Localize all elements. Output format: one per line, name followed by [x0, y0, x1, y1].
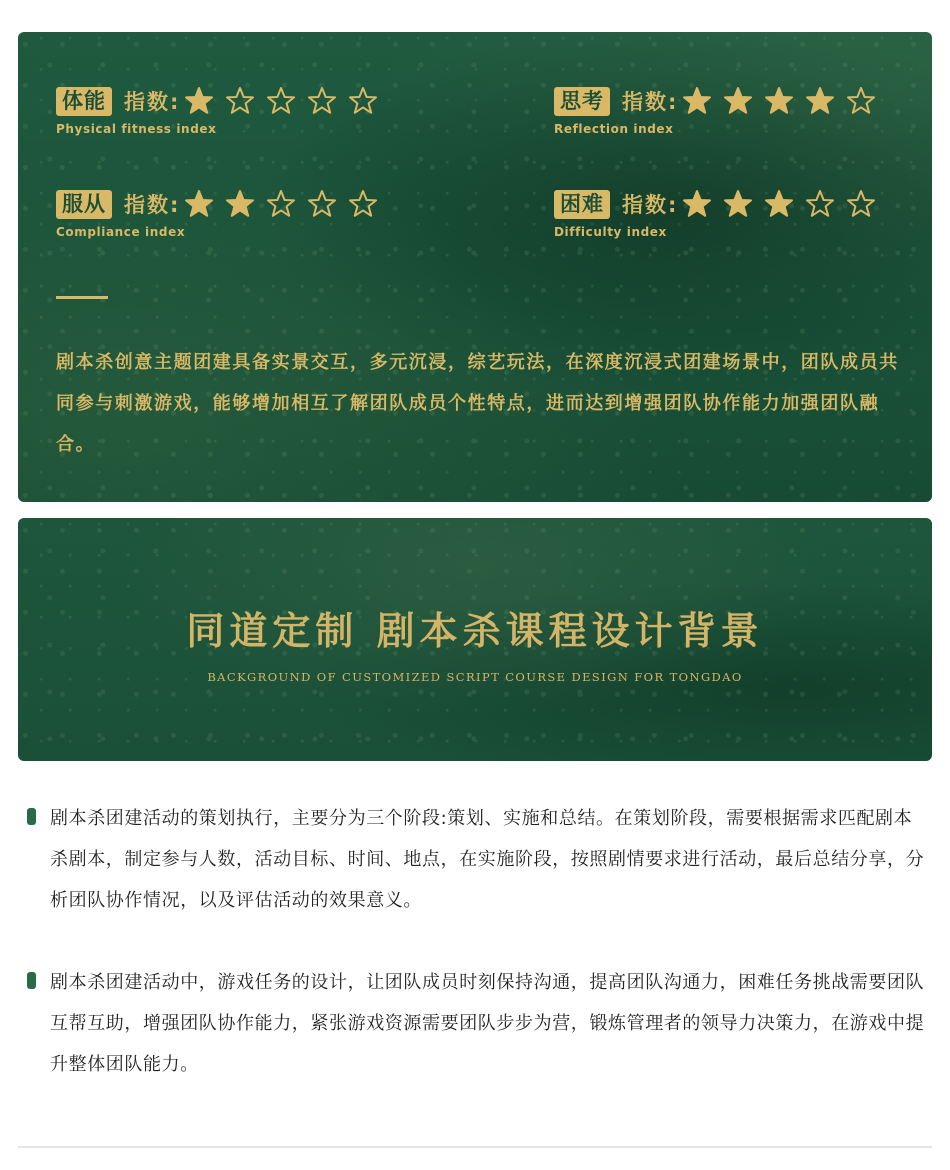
star-rating	[184, 86, 389, 116]
bullet-item	[25, 962, 930, 1085]
index-label: 指数:	[622, 193, 679, 217]
bullet-item	[25, 798, 930, 921]
index-label: 指数:	[124, 193, 181, 217]
star-filled-icon	[184, 189, 216, 219]
star-filled-icon	[723, 86, 755, 116]
index-english: Reflection index	[554, 122, 674, 136]
index-physical	[56, 86, 389, 136]
index-tag: 服从	[56, 190, 112, 219]
star-filled-icon	[723, 189, 755, 219]
star-empty-icon	[846, 189, 878, 219]
star-empty-icon	[805, 189, 837, 219]
star-empty-icon	[266, 86, 298, 116]
bottom-divider	[18, 1146, 932, 1148]
intro-paragraph: 剧本杀创意主题团建具备实景交互，多元沉浸，综艺玩法，在深度沉浸式团建场景中，团队成员共同参与刺激游戏，能够增加相互了解团队成员个性特点，进而达到增强团队协作能力加强团队融合。	[56, 352, 899, 455]
bullet-text: 剧本杀团建活动的策划执行，主要分为三个阶段:策划、实施和总结。在策划阶段，需要根据需求匹配剧本杀剧本，制定参与人数，活动目标、时间、地点，在实施阶段，按照剧情要求进行活动，最后总结分享，分析团队协作情况，以及评估活动的效果意义。	[50, 808, 925, 911]
star-empty-icon	[266, 189, 298, 219]
star-rating	[682, 189, 887, 219]
star-filled-icon	[764, 86, 796, 116]
star-filled-icon	[682, 86, 714, 116]
star-filled-icon	[225, 189, 257, 219]
star-rating	[184, 189, 389, 219]
star-filled-icon	[764, 189, 796, 219]
index-tag: 思考	[554, 87, 610, 116]
star-empty-icon	[348, 189, 380, 219]
star-filled-icon	[682, 189, 714, 219]
index-tag: 困难	[554, 190, 610, 219]
index-difficulty	[554, 189, 887, 239]
section-banner	[18, 518, 932, 761]
star-empty-icon	[307, 189, 339, 219]
index-compliance	[56, 189, 389, 239]
index-english: Difficulty index	[554, 225, 667, 239]
gold-divider	[56, 296, 108, 299]
section-subtitle: BACKGROUND OF CUSTOMIZED SCRIPT COURSE DESIGN FOR TONGDAO	[207, 670, 743, 684]
bullet-text: 剧本杀团建活动中，游戏任务的设计，让团队成员时刻保持沟通，提高团队沟通力，困难任务挑战需要团队互帮互助，增强团队协作能力，紧张游戏资源需要团队步步为营，锻炼管理者的领导力决策力，在游戏中提升整体团队能力。	[50, 972, 925, 1075]
index-reflection	[554, 86, 887, 136]
star-empty-icon	[348, 86, 380, 116]
section-title: 同道定制 剧本杀课程设计背景	[186, 608, 764, 653]
index-label: 指数:	[124, 90, 181, 114]
index-english: Compliance index	[56, 225, 186, 239]
bullet-marker	[27, 972, 36, 989]
star-filled-icon	[184, 86, 216, 116]
star-empty-icon	[307, 86, 339, 116]
star-empty-icon	[846, 86, 878, 116]
index-tag: 体能	[56, 87, 112, 116]
index-label: 指数:	[622, 90, 679, 114]
index-english: Physical fitness index	[56, 122, 217, 136]
star-filled-icon	[805, 86, 837, 116]
star-rating	[682, 86, 887, 116]
bullet-marker	[27, 808, 36, 825]
star-empty-icon	[225, 86, 257, 116]
index-card	[18, 32, 932, 502]
